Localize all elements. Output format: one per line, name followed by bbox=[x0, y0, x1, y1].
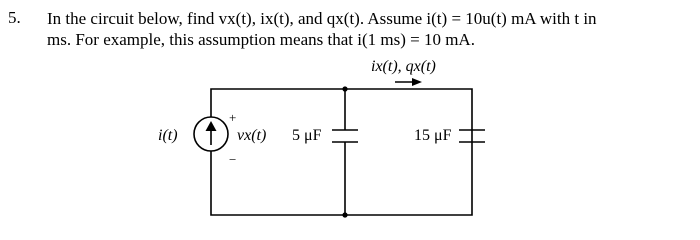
capacitor-5uf-label: 5 μF bbox=[292, 127, 322, 144]
current-source bbox=[194, 117, 228, 151]
capacitor-5uf bbox=[332, 130, 358, 142]
arrow-right-icon bbox=[412, 78, 422, 86]
current-direction-arrow bbox=[395, 78, 422, 86]
problem-statement-line-1: In the circuit below, find vx(t), ix(t), and qx(t). Assume i(t) = 10u(t) mA with t in bbox=[47, 9, 597, 28]
wire-outer bbox=[211, 89, 472, 215]
problem-number: 5. bbox=[8, 8, 21, 27]
problem-statement-line-2: ms. For example, this assumption means that i(1 ms) = 10 mA. bbox=[47, 30, 475, 49]
junction-dot-bottom bbox=[342, 212, 347, 217]
voltage-plus-sign: + bbox=[229, 110, 237, 125]
voltage-label: vx(t) bbox=[237, 127, 267, 144]
circuit-wires bbox=[211, 89, 472, 215]
capacitor-15uf-label: 15 μF bbox=[414, 127, 452, 144]
junction-dot-top bbox=[342, 86, 347, 91]
source-label: i(t) bbox=[158, 127, 178, 144]
voltage-minus-sign: − bbox=[229, 152, 237, 167]
current-label: ix(t), qx(t) bbox=[371, 58, 436, 75]
